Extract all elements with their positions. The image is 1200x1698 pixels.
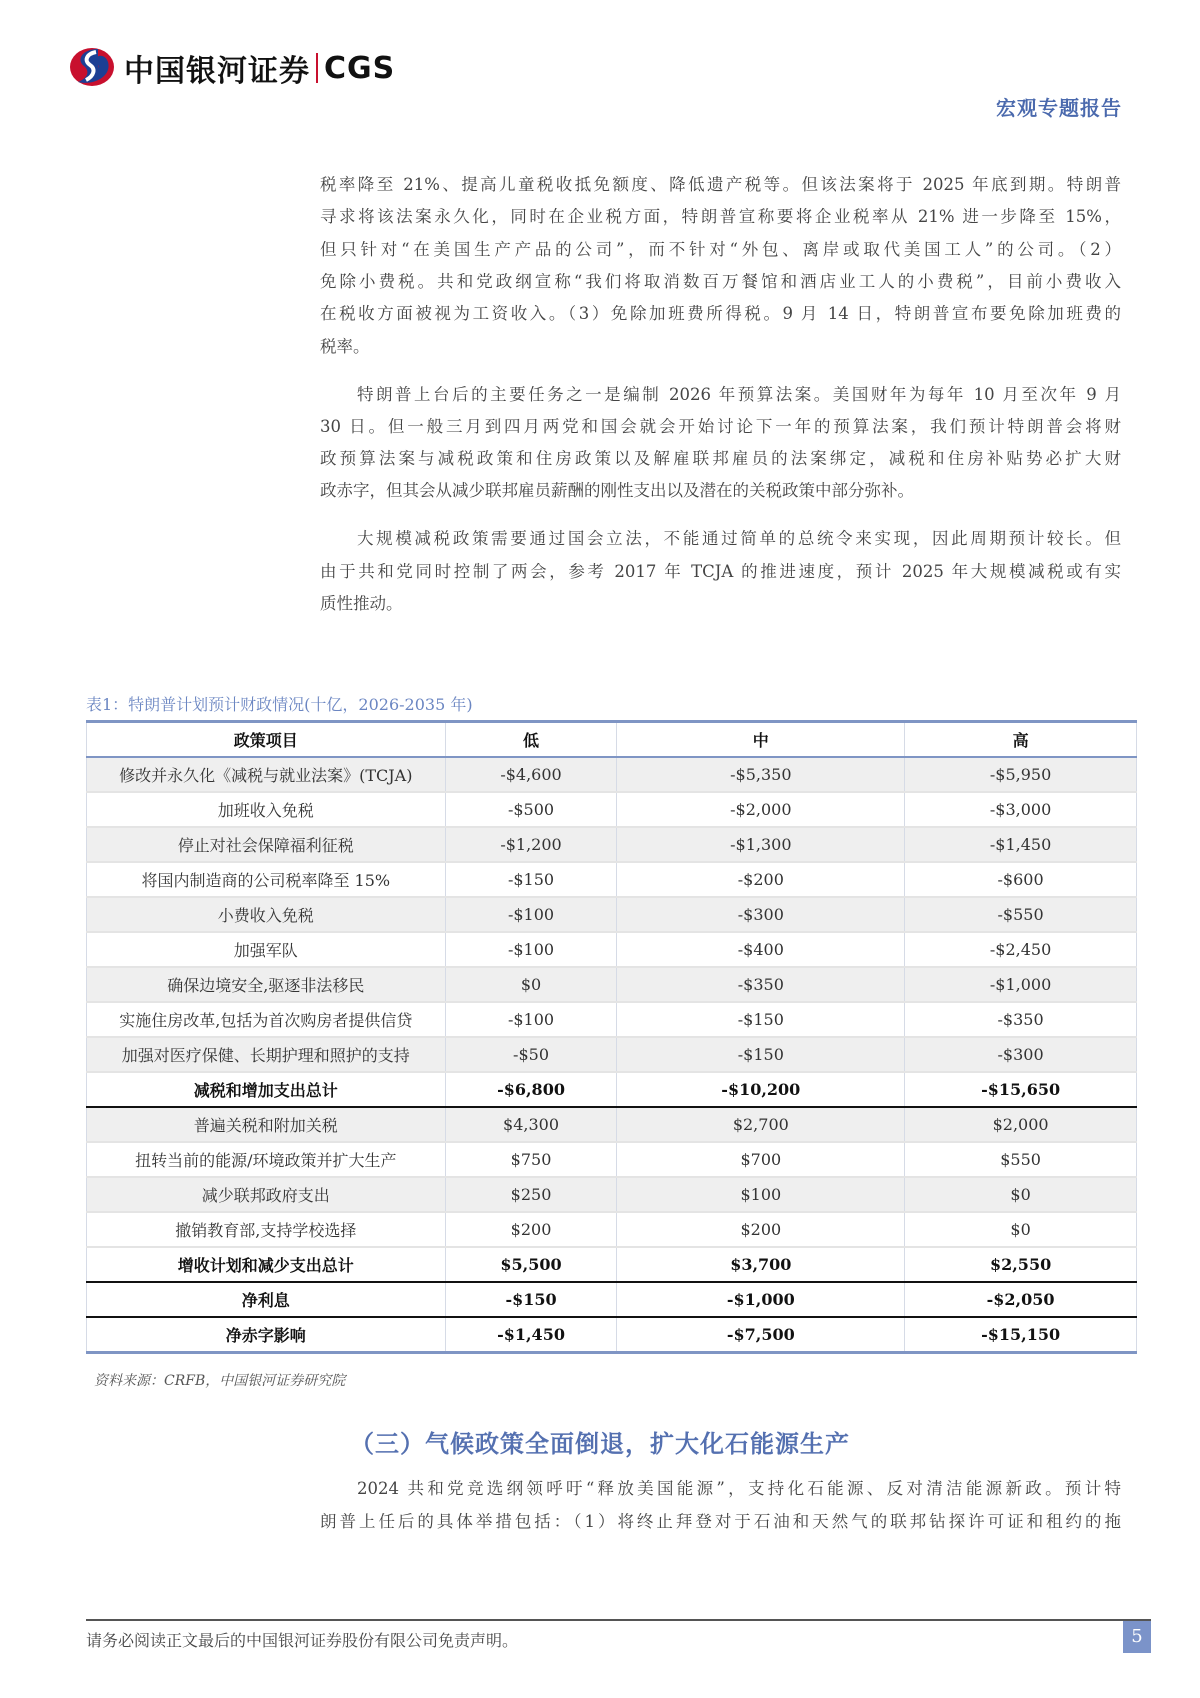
text-line: 但只针对“在美国生产产品的公司”，而不针对“外包、离岸或取代美国工人”的公司。（2）	[320, 240, 1121, 259]
policy-item-cell: 将国内制造商的公司税率降至 15%	[87, 862, 446, 897]
table-row	[87, 1037, 1137, 1072]
policy-item-cell: 增收计划和减少支出总计	[87, 1247, 446, 1282]
value-cell: -$150	[617, 1002, 905, 1037]
value-cell: -$100	[445, 1002, 617, 1037]
policy-item-cell: 实施住房改革,包括为首次购房者提供信贷	[87, 1002, 446, 1037]
text-line: 2024 共和党竞选纲领呼吁“释放美国能源”，支持化石能源、反对清洁能源新政。预计特	[357, 1479, 1121, 1498]
table-row	[87, 1002, 1137, 1037]
table-source: 资料来源：CRFB，中国银河证券研究院	[94, 1373, 346, 1389]
table-row	[87, 757, 1137, 792]
value-cell: -$400	[617, 932, 905, 967]
value-cell: -$1,200	[445, 827, 617, 862]
value-cell: -$100	[445, 932, 617, 967]
text-line: 税率降至 21%、提高儿童税收抵免额度、降低遗产税等。但该法案将于 2025 年底到期。特朗普	[320, 175, 1121, 194]
policy-item-cell: 停止对社会保障福利征税	[87, 827, 446, 862]
footer-divider	[86, 1619, 1151, 1621]
footer-disclaimer: 请务必阅读正文最后的中国银河证券股份有限公司免责声明。	[86, 1631, 519, 1650]
table-row	[87, 1282, 1137, 1317]
value-cell: $200	[617, 1212, 905, 1247]
table-row	[87, 932, 1137, 967]
value-cell: $2,550	[905, 1247, 1137, 1282]
value-cell: -$5,950	[905, 757, 1137, 792]
text-line: 质性推动。	[320, 594, 403, 613]
value-cell: -$1,450	[905, 827, 1137, 862]
value-cell: -$2,050	[905, 1282, 1137, 1317]
value-cell: -$6,800	[445, 1072, 617, 1107]
text-line: 寻求将该法案永久化，同时在企业税方面，特朗普宣称要将企业税率从 21% 进一步降至 15%，	[320, 207, 1121, 226]
value-cell: -$2,000	[617, 792, 905, 827]
page-number: 5	[1123, 1621, 1151, 1653]
text-line: 政预算法案与减税政策和住房政策以及解雇联邦雇员的法案绑定，减税和住房补贴势必扩大财	[320, 449, 1121, 468]
value-cell: -$15,150	[905, 1317, 1137, 1353]
value-cell: -$600	[905, 862, 1137, 897]
table-row	[87, 1177, 1137, 1212]
table-row	[87, 1317, 1137, 1353]
text-line: 在税收方面被视为工资收入。（3）免除加班费所得税。9 月 14 日，特朗普宣布要免除加班费的	[320, 304, 1121, 323]
table-row	[87, 862, 1137, 897]
value-cell: -$550	[905, 897, 1137, 932]
table-row	[87, 897, 1137, 932]
value-cell: $2,700	[617, 1107, 905, 1142]
table-row	[87, 1107, 1137, 1142]
value-cell: -$150	[445, 862, 617, 897]
value-cell: -$50	[445, 1037, 617, 1072]
report-type: 宏观专题报告	[996, 96, 1122, 120]
value-cell: -$10,200	[617, 1072, 905, 1107]
value-cell: -$1,450	[445, 1317, 617, 1353]
policy-item-cell: 加强对医疗保健、长期护理和照护的支持	[87, 1037, 446, 1072]
cgs-logo-icon	[68, 46, 116, 88]
text-line: 大规模减税政策需要通过国会立法，不能通过简单的总统令来实现，因此周期预计较长。但	[357, 529, 1121, 548]
brand-divider	[316, 53, 318, 83]
text-line: 30 日。但一般三月到四月两党和国会就会开始讨论下一年的预算法案，我们预计特朗普会将财	[320, 417, 1121, 436]
table-row	[87, 1142, 1137, 1177]
section-title: （三）气候政策全面倒退，扩大化石能源生产	[350, 1429, 850, 1458]
brand-cn: 中国银河证券	[124, 54, 310, 89]
value-cell: $5,500	[445, 1247, 617, 1282]
value-cell: $3,700	[617, 1247, 905, 1282]
value-cell: -$300	[905, 1037, 1137, 1072]
text-line: 免除小费税。共和党政纲宣称“我们将取消数百万餐馆和酒店业工人的小费税”，目前小费收入	[320, 272, 1121, 291]
policy-item-cell: 扭转当前的能源/环境政策并扩大生产	[87, 1142, 446, 1177]
table-header-row	[87, 722, 1137, 758]
value-cell: $0	[905, 1177, 1137, 1212]
text-line: 税率。	[320, 337, 370, 356]
value-cell: -$200	[617, 862, 905, 897]
value-cell: -$2,450	[905, 932, 1137, 967]
value-cell: -$350	[617, 967, 905, 1002]
value-cell: $550	[905, 1142, 1137, 1177]
policy-item-cell: 加班收入免税	[87, 792, 446, 827]
table-row	[87, 1212, 1137, 1247]
value-cell: $4,300	[445, 1107, 617, 1142]
value-cell: $0	[445, 967, 617, 1002]
policy-item-cell: 修改并永久化《减税与就业法案》(TCJA)	[87, 757, 446, 792]
column-header: 低	[445, 722, 617, 758]
column-header: 政策项目	[87, 722, 446, 758]
brand-name	[124, 46, 395, 90]
value-cell: $750	[445, 1142, 617, 1177]
brand-en: CGS	[324, 50, 396, 86]
policy-item-cell: 确保边境安全,驱逐非法移民	[87, 967, 446, 1002]
policy-item-cell: 减少联邦政府支出	[87, 1177, 446, 1212]
value-cell: -$150	[445, 1282, 617, 1317]
value-cell: -$5,350	[617, 757, 905, 792]
policy-item-cell: 普遍关税和附加关税	[87, 1107, 446, 1142]
text-line: 由于共和党同时控制了两会，参考 2017 年 TCJA 的推进速度，预计 2025 年大规模减税或有实	[320, 562, 1121, 581]
table-row	[87, 967, 1137, 1002]
fiscal-table	[86, 720, 1137, 1354]
value-cell: -$4,600	[445, 757, 617, 792]
value-cell: $200	[445, 1212, 617, 1247]
table-row	[87, 827, 1137, 862]
value-cell: -$15,650	[905, 1072, 1137, 1107]
text-line: 政赤字，但其会从减少联邦雇员薪酬的刚性支出以及潜在的关税政策中部分弥补。	[320, 481, 914, 500]
value-cell: $0	[905, 1212, 1137, 1247]
policy-item-cell: 加强军队	[87, 932, 446, 967]
value-cell: -$1,000	[905, 967, 1137, 1002]
text-line: 朗普上任后的具体举措包括：（1）将终止拜登对于石油和天然气的联邦钻探许可证和租约的拖	[320, 1512, 1121, 1531]
policy-item-cell: 减税和增加支出总计	[87, 1072, 446, 1107]
value-cell: $100	[617, 1177, 905, 1212]
table-row	[87, 792, 1137, 827]
value-cell: -$100	[445, 897, 617, 932]
value-cell: $250	[445, 1177, 617, 1212]
value-cell: -$7,500	[617, 1317, 905, 1353]
table-row	[87, 1247, 1137, 1282]
column-header: 中	[617, 722, 905, 758]
value-cell: -$150	[617, 1037, 905, 1072]
policy-item-cell: 净利息	[87, 1282, 446, 1317]
policy-item-cell: 净赤字影响	[87, 1317, 446, 1353]
value-cell: -$300	[617, 897, 905, 932]
policy-item-cell: 小费收入免税	[87, 897, 446, 932]
value-cell: -$350	[905, 1002, 1137, 1037]
value-cell: -$1,300	[617, 827, 905, 862]
text-line: 特朗普上台后的主要任务之一是编制 2026 年预算法案。美国财年为每年 10 月至次年 9 月	[357, 385, 1121, 404]
value-cell: $2,000	[905, 1107, 1137, 1142]
policy-item-cell: 撤销教育部,支持学校选择	[87, 1212, 446, 1247]
value-cell: -$1,000	[617, 1282, 905, 1317]
table-row	[87, 1072, 1137, 1107]
value-cell: -$3,000	[905, 792, 1137, 827]
column-header: 高	[905, 722, 1137, 758]
table-caption: 表1：特朗普计划预计财政情况(十亿，2026-2035 年)	[86, 695, 473, 714]
value-cell: $700	[617, 1142, 905, 1177]
value-cell: -$500	[445, 792, 617, 827]
